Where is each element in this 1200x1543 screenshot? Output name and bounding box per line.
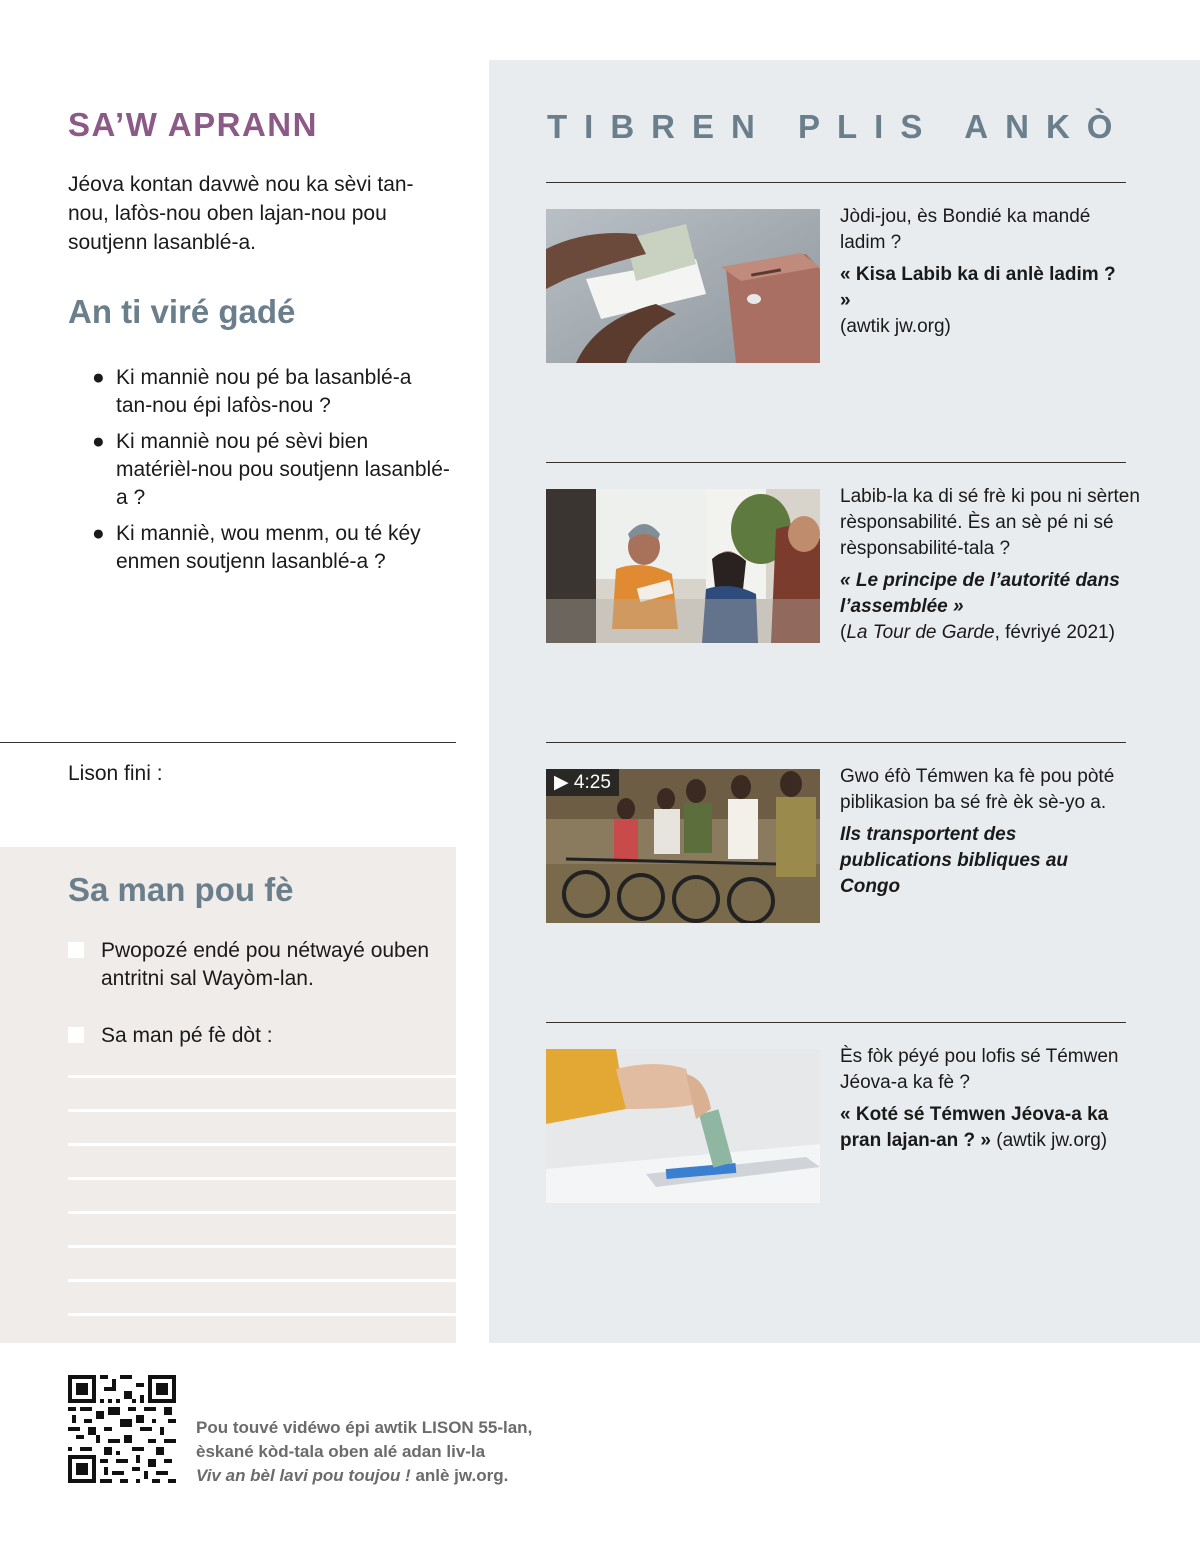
review-item-text: Ki manniè nou pé ba lasanblé-a tan-nou épi lafòs-nou ? (116, 366, 412, 417)
left-column (0, 0, 456, 1543)
writing-line (68, 1109, 456, 1112)
learned-title: SA’W APRANN (68, 106, 318, 143)
card-source: (awtik jw.org) (840, 316, 951, 337)
card-reference-link[interactable]: Ils transportent des publications bibliques au Congo (840, 824, 1069, 897)
card-question: Ès fòk péyé pou lofis sé Témwen Jéova-a ka fè ? (840, 1046, 1119, 1093)
writing-line (68, 1245, 456, 1248)
play-icon: ▶ (554, 772, 569, 793)
bullet-icon: ● (92, 430, 105, 453)
todo-checkbox[interactable] (68, 1027, 84, 1043)
todo-item (68, 1022, 448, 1050)
card-image-donation[interactable] (546, 1049, 820, 1203)
writing-line (68, 1313, 456, 1316)
writing-line (68, 1143, 456, 1146)
book-title: Viv an bèl lavi pou toujou ! (196, 1466, 411, 1485)
card-text-video (840, 764, 1130, 900)
card-image-meeting[interactable] (546, 489, 820, 643)
card-question: Jòdi-jou, ès Bondié ka mandé ladim ? (840, 206, 1091, 253)
more-title: TIBREN PLIS ANKÒ (547, 108, 1130, 145)
card-divider (546, 462, 1126, 463)
review-item-text: Ki manniè nou pé sèvi bien matérièl-nou pou soutjenn lasanblé-a ? (116, 430, 450, 509)
video-duration: 4:25 (573, 772, 611, 793)
card-text-donation (840, 1044, 1140, 1154)
todo-item-text: Sa man pé fè dòt : (101, 1024, 273, 1047)
meeting-photo (546, 489, 820, 643)
writing-line (68, 1211, 456, 1214)
tithe-illustration (546, 209, 820, 363)
lesson-finished-label: Lison fini : (68, 762, 163, 785)
todo-item (68, 937, 448, 993)
card-text-authority (840, 484, 1140, 646)
footer-text (196, 1416, 532, 1488)
section-divider (0, 742, 456, 743)
card-reference-title: « Koté sé Témwen Jéova-a ka pran lajan-an ? » (840, 1104, 1109, 1151)
card-text-tithe (840, 204, 1130, 340)
card-divider (546, 182, 1126, 183)
card-source: (awtik jw.org) (996, 1130, 1108, 1151)
review-item-text: Ki manniè, wou menm, ou té kéy enmen soutjenn lasanblé-a ? (116, 522, 421, 573)
learned-text: Jéova kontan davwè nou ka sèvi tan-nou, lafòs-nou oben lajan-nou pou soutjenn lasanblé-a. (68, 173, 414, 254)
bullet-icon: ● (92, 522, 105, 545)
donation-photo (546, 1049, 820, 1203)
card-reference-title: « Le principe de l’autorité dans l’assemblée » (840, 570, 1120, 617)
footer-line-3-suffix[interactable]: anlè jw.org. (410, 1466, 509, 1485)
card-divider (546, 1022, 1126, 1023)
review-item (92, 364, 452, 420)
video-duration-badge (546, 769, 619, 796)
review-list (92, 364, 452, 584)
qr-code-graphic (68, 1375, 176, 1483)
card-question: Gwo éfò Témwen ka fè pou pòté piblikasion ba sé frè èk sè-yo a. (840, 766, 1115, 813)
writing-line (68, 1177, 456, 1180)
card-reference-link[interactable] (840, 568, 1140, 646)
writing-line (68, 1279, 456, 1282)
writing-line (68, 1075, 456, 1078)
footer-line-3 (196, 1464, 532, 1488)
writing-lines[interactable] (68, 1075, 456, 1347)
card-reference-link[interactable] (840, 262, 1130, 340)
more-panel (489, 60, 1200, 1343)
bullet-icon: ● (92, 366, 105, 389)
card-video-congo[interactable] (546, 769, 820, 923)
card-divider (546, 742, 1126, 743)
todo-item-text: Pwopozé endé pou nétwayé ouben antritni sal Wayòm-lan. (101, 939, 430, 990)
review-item (92, 520, 452, 576)
review-title: An ti viré gadé (68, 293, 296, 330)
footer-line-2: èskané kòd-tala oben alé adan liv-la (196, 1442, 486, 1461)
todo-title: Sa man pou fè (68, 871, 294, 908)
card-question: Labib-la ka di sé frè ki pou ni sèrten rèsponsabilité. Ès an sè pé ni sé rèsponsabilité-tala ? (840, 486, 1140, 559)
card-reference-link[interactable] (840, 1102, 1140, 1154)
footer-line-1: Pou touvé vidéwo épi awtik LISON 55-lan, (196, 1418, 533, 1437)
todo-checkbox[interactable] (68, 942, 84, 958)
card-reference-title: « Kisa Labib ka di anlè ladim ? » (840, 264, 1116, 311)
qr-code-icon[interactable] (68, 1375, 176, 1483)
card-image-tithe[interactable] (546, 209, 820, 363)
review-item (92, 428, 452, 512)
card-source: (La Tour de Garde, févriyé 2021) (840, 622, 1115, 643)
todo-panel (0, 847, 456, 1343)
